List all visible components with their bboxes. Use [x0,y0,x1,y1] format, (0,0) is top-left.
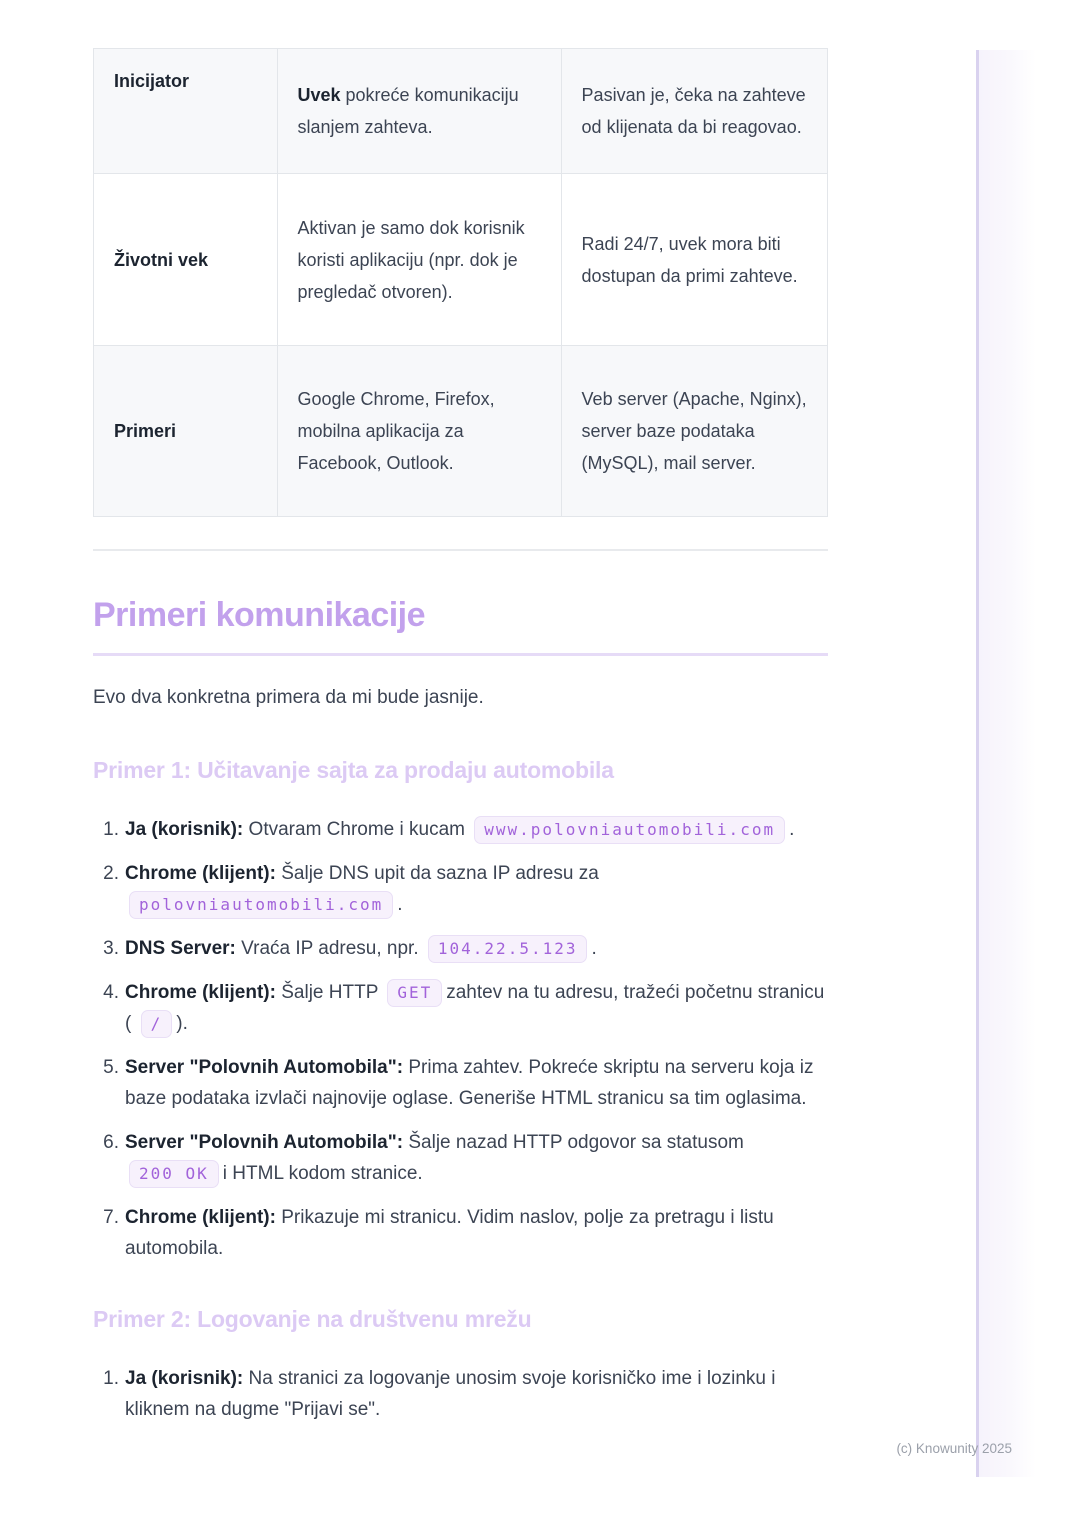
client-cell: Uvek pokreće komunikaciju slanjem zahteva. [277,49,561,174]
page-title: Primeri komunikacije [93,596,426,634]
list-item-number: 1. [103,1368,119,1389]
list-item [93,1052,828,1114]
inline-code-chip: 104.22.5.123 [428,935,588,963]
bold-lead: Chrome (klijent): [125,982,276,1003]
inline-code-chip: / [141,1010,173,1038]
copyright-note: (c) Knowunity 2025 [896,1441,1012,1456]
list-item [93,858,828,920]
list-item-text: Chrome (klijent): Šalje HTTP GET zahtev na tu adresu, tražeći početnu stranicu ( / ). [125,977,828,1039]
list-item [93,1202,828,1264]
list-item [93,1363,828,1425]
list-item-text: Ja (korisnik): Na stranici za logovanje unosim svoje korisničko ime i lozinku i kliknem na dugme "Prijavi se". [125,1368,776,1420]
example2-heading: Primer 2: Logovanje na društvenu mrežu [93,1306,532,1332]
list-item-text: Server "Polovnih Automobila": Prima zahtev. Pokreće skriptu na serveru koja iz baze podataka izvlači najnovije oglase. Generiše HTML stranicu sa tim oglasima. [125,1057,814,1109]
list-item-number: 2. [103,863,119,884]
inline-code-chip: 200 OK [129,1160,219,1188]
server-cell: Veb server (Apache, Nginx), server baze podataka (MySQL), mail server. [561,346,827,517]
list-item-text: Ja (korisnik): Otvaram Chrome i kucam www.polovniautomobili.com . [125,814,828,845]
bold-lead: DNS Server: [125,938,236,959]
list-item-number: 6. [103,1132,119,1153]
example1-heading: Primer 1: Učitavanje sajta za prodaju automobila [93,757,614,783]
list-item-text: DNS Server: Vraća IP adresu, npr. 104.22.5.123 . [125,933,828,964]
bold-lead: Ja (korisnik): [125,819,244,840]
intro-paragraph: Evo dva konkretna primera da mi bude jasnije. [93,687,484,708]
inline-code-chip: polovniautomobili.com [129,891,393,919]
inline-code-chip: GET [387,979,442,1007]
list-item [93,814,828,845]
list-item-number: 4. [103,982,119,1003]
list-item-number: 7. [103,1207,119,1228]
list-item [93,977,828,1039]
list-item-number: 5. [103,1057,119,1078]
page-title-underline [93,653,828,656]
list-item-text: Chrome (klijent): Prikazuje mi stranicu. Vidim naslov, polje za pretragu i listu automobila. [125,1207,774,1259]
comparison-table-body [94,49,828,517]
list-item-number: 1. [103,819,119,840]
scrollbar-track[interactable] [976,50,1036,1477]
row-header-cell: Životni vek [94,174,278,346]
bold-lead: Uvek [297,85,341,105]
server-cell: Pasivan je, čeka na zahteve od klijenata da bi reagovao. [561,49,827,174]
list-item [93,1127,828,1189]
row-header-cell: Inicijator [94,49,278,174]
comparison-table [93,48,828,517]
inline-code-chip: www.polovniautomobili.com [474,816,785,844]
table-row [94,346,828,517]
document-content [93,48,828,1438]
client-cell: Aktivan je samo dok korisnik koristi aplikaciju (npr. dok je pregledač otvoren). [277,174,561,346]
table-row [94,174,828,346]
server-cell: Radi 24/7, uvek mora biti dostupan da primi zahteve. [561,174,827,346]
list-item-text: Server "Polovnih Automobila": Šalje nazad HTTP odgovor sa statusom 200 OK i HTML kodom stranice. [125,1127,828,1189]
row-header-cell: Primeri [94,346,278,517]
list-item [93,933,828,964]
list-item-text: Chrome (klijent): Šalje DNS upit da sazna IP adresu za polovniautomobili.com . [125,858,828,920]
section-divider [93,549,828,551]
bold-lead: Chrome (klijent): [125,1207,276,1228]
bold-lead: Ja (korisnik): [125,1368,244,1389]
example2-steps-list [93,1363,828,1425]
bold-lead: Server "Polovnih Automobila": [125,1057,404,1078]
bold-lead: Chrome (klijent): [125,863,276,884]
client-cell: Google Chrome, Firefox, mobilna aplikacija za Facebook, Outlook. [277,346,561,517]
table-row [94,49,828,174]
bold-lead: Server "Polovnih Automobila": [125,1132,404,1153]
list-item-number: 3. [103,938,119,959]
example1-steps-list [93,814,828,1264]
